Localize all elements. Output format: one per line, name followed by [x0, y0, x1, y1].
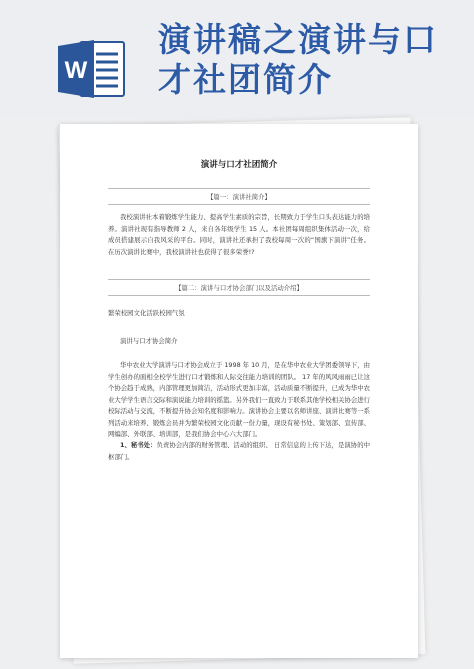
paragraph-3-label: 1、秘书处：	[120, 441, 157, 449]
section-header-2: 【篇二：演讲与口才协会部门以及活动介绍】	[108, 279, 370, 296]
paragraph-3	[108, 440, 370, 463]
subheading-association-intro: 演讲与口才协会简介	[120, 337, 178, 345]
page-title-line-1: 演讲稿之演讲与口	[158, 20, 438, 59]
document-title: 演讲与口才社团简介	[200, 160, 278, 170]
page-title-line-2: 才社团简介	[158, 60, 333, 99]
paragraph-2: 华中农业大学演讲与口才协会成立于 1998 年 10 月，是在华中农业大学团委领导下，由学生创办的面相全校学生进行口才锻炼和人际交往能力培训的团队。 17 年的风风雨雨已让这个协会趋于成熟，内部管理更加简洁，活动形式更加丰富，活动质量不断提升，已成为华中农业大学学生语言交际和演说能力培训的摇篮。另外我们一直致力于联系其他学校相关协会进行校际活动与交流，不断提升协会知名度和影响力。演讲协会主要以名师讲座、演讲比赛等一系列活动来培养、锻炼会员并为繁荣校园文化贡献一份力量，现设有秘书处、策划部、宣传部、网编部、外联部、培训部，是我们协会中心六大部门。	[108, 361, 371, 438]
paragraph-1: 我校演讲社本着锻炼学生能力、提高学生素质的宗旨，长期致力于学生口头表达能力的培养。演讲社现有指导教师 2 人，来自各年级学生 15 人。本社团每周组织集体活动一次，给成员搭建展示自我风采的平台。同时，演讲社还承担了我校每周一次的“国旗下演讲”任务。在历次演讲比赛中，我校演讲社也获得了很多荣誉!?	[108, 213, 370, 256]
header-banner	[0, 0, 474, 118]
paragraph-3-text: 负责协会内部的财务管理、活动的组织、 日常信息的上传下达，是演协的中枢部门。	[108, 441, 371, 461]
subheading-campus-culture: 繁荣校园文化活跃校园气氛	[108, 309, 185, 317]
word-document-icon	[58, 38, 128, 100]
section-header-1: 【篇一：演讲社简介】	[108, 188, 370, 205]
page-title	[158, 20, 458, 100]
document-page	[60, 124, 418, 658]
word-logo-letter: W	[64, 57, 88, 84]
